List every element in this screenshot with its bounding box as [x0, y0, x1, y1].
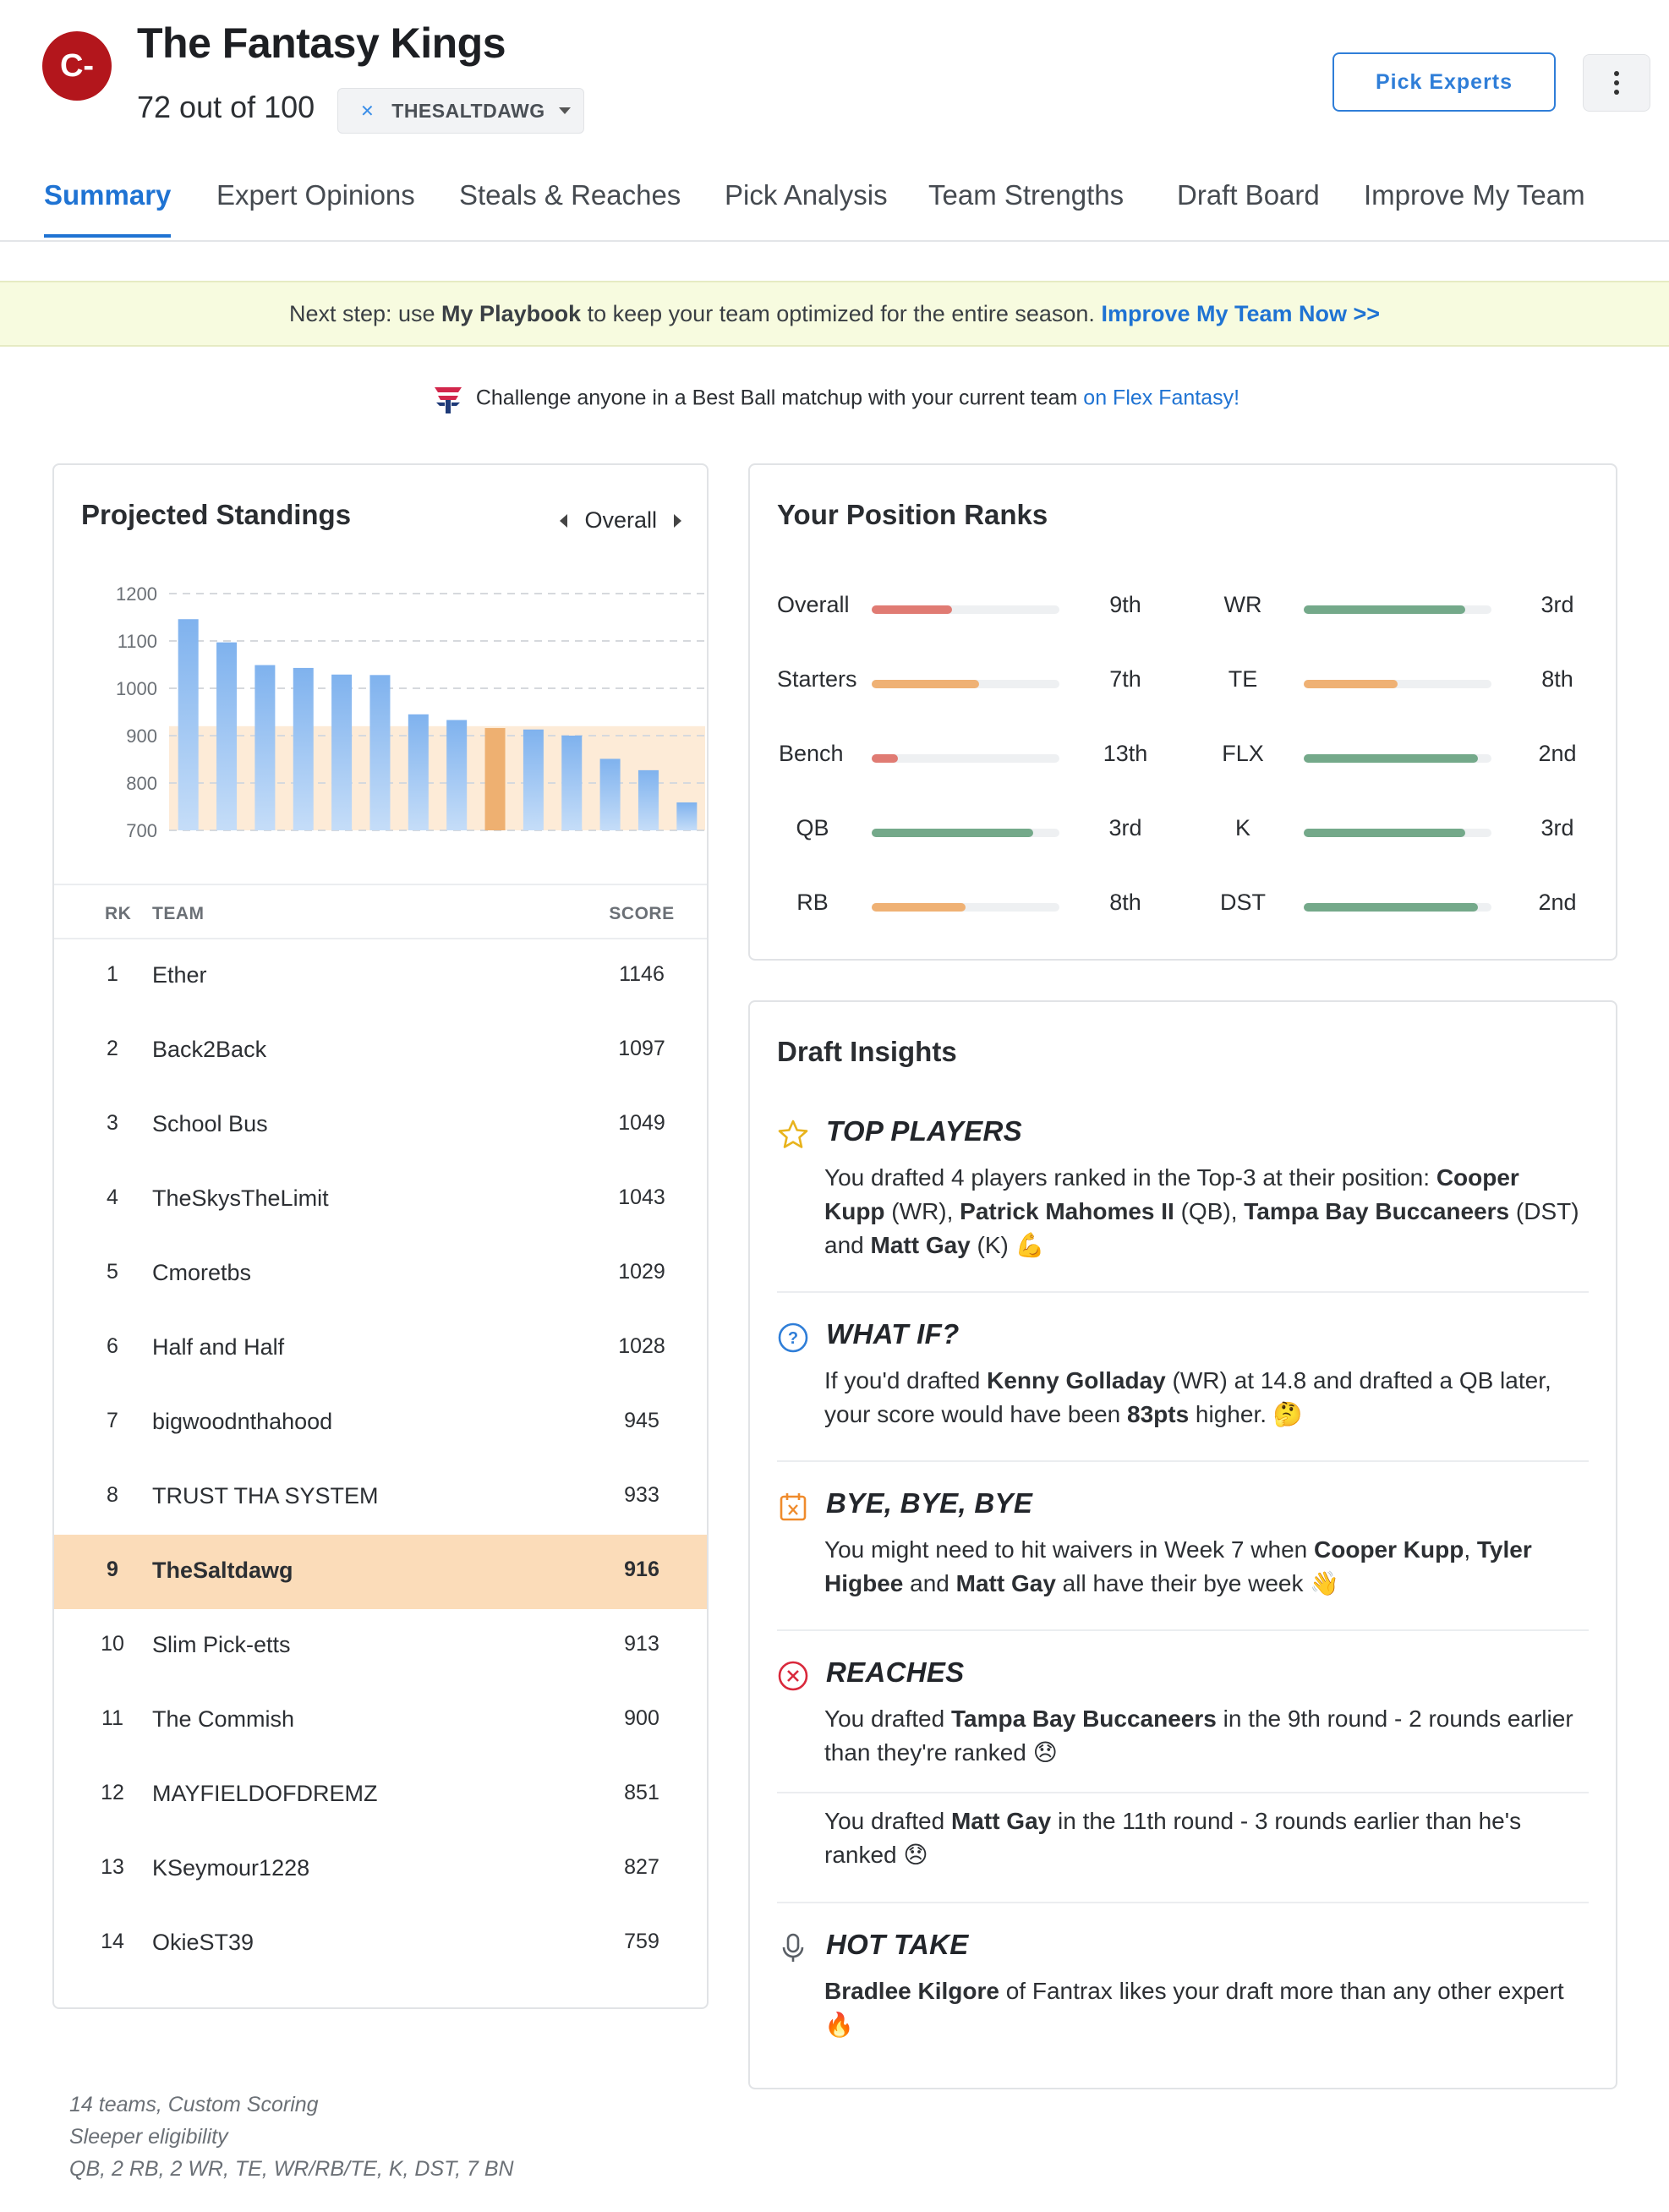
- position-rank-dst: [1209, 890, 1615, 923]
- col-rank: RK: [105, 904, 132, 923]
- y-tick-label: 900: [126, 725, 157, 747]
- col-score: SCORE: [609, 904, 675, 923]
- position-ranks-card: [748, 463, 1617, 961]
- table-row: 10 Slim Pick-etts 913: [101, 1632, 659, 1657]
- position-rank-value: 3rd: [1108, 815, 1142, 840]
- divider: [777, 1902, 1589, 1903]
- position-label: Starters: [777, 666, 857, 692]
- position-rank-value: 3rd: [1540, 592, 1574, 617]
- y-tick-label: 1100: [117, 631, 157, 652]
- position-rank-overall: [777, 592, 1183, 626]
- rank-bar-fill: [1304, 829, 1465, 837]
- chevron-down-icon: [559, 107, 571, 114]
- rank-bar-fill: [1304, 605, 1465, 614]
- x-circle-icon: [777, 1660, 809, 1692]
- position-label: RB: [796, 890, 829, 915]
- position-rank-flx: [1209, 741, 1615, 775]
- position-label: TE: [1228, 666, 1258, 692]
- bar: [293, 668, 314, 830]
- kebab-icon: [1614, 71, 1619, 76]
- standings-rows: [54, 939, 707, 1981]
- tab-steals-reaches[interactable]: Steals & Reaches: [459, 179, 681, 211]
- y-tick-label: 800: [126, 773, 157, 794]
- position-rank-value: 2nd: [1538, 890, 1577, 915]
- standings-title: Projected Standings: [81, 499, 352, 530]
- position-rank-value: 3rd: [1540, 815, 1574, 840]
- tab-bar: [0, 172, 1669, 242]
- rank-bar-track: [872, 829, 1059, 837]
- position-rank-value: 7th: [1109, 666, 1141, 692]
- tab-expert-opinions[interactable]: Expert Opinions: [216, 179, 415, 211]
- position-rank-te: [1209, 666, 1615, 700]
- position-rank-wr: [1209, 592, 1615, 626]
- rank-bar-fill: [872, 754, 898, 763]
- y-tick-label: 1000: [116, 678, 157, 699]
- draft-insights-title: Draft Insights: [777, 1036, 957, 1067]
- username: THESALTDAWG: [391, 99, 545, 122]
- position-label: Overall: [777, 592, 850, 617]
- bar: [216, 643, 237, 830]
- tab-improve-my-team[interactable]: Improve My Team: [1364, 179, 1585, 211]
- rank-bar-track: [1304, 754, 1491, 763]
- bar: [523, 730, 544, 830]
- bar: [561, 736, 582, 830]
- standings-view-selector: [560, 507, 681, 534]
- rank-bar-track: [872, 605, 1059, 614]
- divider: [777, 1792, 1589, 1793]
- highlight-band: [169, 726, 705, 830]
- improve-my-team-link[interactable]: Improve My Team Now >>: [1101, 301, 1381, 326]
- table-row: 2 Back2Back 1097: [107, 1037, 665, 1062]
- chevron-right-icon[interactable]: [674, 514, 681, 528]
- tab-draft-board[interactable]: Draft Board: [1177, 179, 1320, 211]
- table-row: 6 Half and Half 1028: [107, 1334, 665, 1360]
- table-row: 11 The Commish 900: [101, 1706, 659, 1732]
- rank-bar-fill: [872, 829, 1033, 837]
- position-rank-value: 13th: [1103, 741, 1148, 766]
- rank-bar-fill: [1304, 903, 1478, 912]
- star-icon: [777, 1119, 809, 1151]
- flex-fantasy-link[interactable]: on Flex Fantasy!: [1083, 386, 1240, 410]
- standings-view-label: Overall: [584, 507, 657, 533]
- my-playbook-label: My Playbook: [441, 301, 582, 326]
- table-row: 1 Ether 1146: [107, 962, 665, 988]
- table-row-my-team: 9 TheSaltdawg 916: [54, 1535, 707, 1609]
- tab-team-strengths[interactable]: Team Strengths: [928, 179, 1125, 211]
- tab-pick-analysis[interactable]: Pick Analysis: [725, 179, 888, 211]
- rank-bar-track: [872, 754, 1059, 763]
- question-circle-icon: [777, 1322, 809, 1354]
- bar: [408, 715, 429, 830]
- col-team: TEAM: [152, 904, 205, 923]
- position-rank-value: 8th: [1541, 666, 1573, 692]
- position-label: DST: [1220, 890, 1266, 915]
- position-label: QB: [796, 815, 829, 840]
- tab-summary[interactable]: Summary: [44, 179, 172, 211]
- table-row: 5 Cmoretbs 1029: [107, 1260, 665, 1285]
- bar: [331, 675, 352, 830]
- pick-experts-button[interactable]: Pick Experts: [1332, 52, 1556, 112]
- user-selector[interactable]: [337, 88, 584, 134]
- position-ranks-title: Your Position Ranks: [777, 499, 1048, 530]
- y-tick-label: 700: [126, 820, 157, 841]
- rank-bar-track: [872, 680, 1059, 688]
- bar: [600, 758, 621, 830]
- position-rank-value: 9th: [1109, 592, 1141, 617]
- calendar-x-icon: [777, 1491, 809, 1523]
- bar: [178, 619, 199, 830]
- team-score: 72 out of 100: [137, 90, 315, 124]
- position-label: FLX: [1222, 741, 1264, 766]
- more-options-button[interactable]: [1583, 54, 1650, 112]
- divider: [777, 1291, 1589, 1293]
- rank-bar-track: [1304, 829, 1491, 837]
- position-rank-value: 8th: [1109, 890, 1141, 915]
- table-row: 13 KSeymour1228 827: [101, 1855, 659, 1881]
- position-rank-k: [1209, 815, 1615, 849]
- position-rank-qb: [777, 815, 1183, 849]
- y-tick-label: 1200: [116, 583, 157, 605]
- microphone-icon: [777, 1932, 809, 1964]
- table-row: 14 OkieST39 759: [101, 1930, 659, 1955]
- table-row: 7 bigwoodnthahood 945: [107, 1409, 659, 1434]
- bar-my-team: [485, 728, 506, 830]
- bar: [676, 802, 697, 830]
- divider: [777, 1629, 1589, 1631]
- flex-fantasy-logo-icon: [430, 381, 467, 418]
- playbook-banner: Next step: use My Playbook to keep your team optimized for the entire season. Improve My Team Now >>: [0, 281, 1669, 347]
- league-settings-note: 14 teams, Custom Scoring Sleeper eligibility QB, 2 RB, 2 WR, TE, WR/RB/TE, K, DST, 7 BN: [69, 2093, 514, 2181]
- position-label: WR: [1223, 592, 1262, 617]
- table-row: 8 TRUST THA SYSTEM 933: [107, 1483, 659, 1508]
- chevron-left-icon[interactable]: [560, 514, 567, 528]
- rank-bar-fill: [872, 680, 979, 688]
- table-row: 3 School Bus 1049: [107, 1111, 665, 1136]
- rank-bar-track: [1304, 680, 1491, 688]
- position-label: K: [1234, 815, 1250, 840]
- bar: [638, 770, 659, 830]
- table-row: 4 TheSkysTheLimit 1043: [107, 1185, 665, 1211]
- position-rank-starters: [777, 666, 1183, 700]
- bar: [369, 675, 390, 830]
- divider: [777, 1460, 1589, 1462]
- rank-bar-track: [872, 903, 1059, 912]
- rank-bar-fill: [872, 605, 952, 614]
- rank-bar-fill: [1304, 680, 1398, 688]
- rank-bar-track: [1304, 605, 1491, 614]
- rank-bar-fill: [872, 903, 966, 912]
- projected-standings-card: [52, 463, 709, 2009]
- standings-bar-chart: [79, 575, 705, 862]
- team-name: The Fantasy Kings: [137, 19, 506, 67]
- grade-badge: C-: [42, 31, 112, 101]
- bar: [254, 665, 275, 830]
- position-label: Bench: [779, 741, 844, 766]
- close-icon[interactable]: ✕: [360, 101, 375, 121]
- table-row: 12 MAYFIELDOFDREMZ 851: [101, 1781, 659, 1806]
- rank-bar-fill: [1304, 754, 1478, 763]
- draft-insights-card: Draft Insights TOP PLAYERS You drafted 4 players ranked in the Top-3 at their position: Cooper Kupp (WR), Patrick Mahomes II (QB), Tampa Bay Buccaneers (DST) and Matt Gay (K) 💪 ? WHAT IF? If you'd drafted Kenny Golladay (WR) at 14.8 and drafted a QB later, your score would have been 83pts higher. 🤔 BYE, BYE, BYE You might need to hit waivers in Week 7 when Cooper Kupp, Tyler Higbee and Matt Gay all have their bye week 👋 REACHES You drafted Tampa Bay Buccaneers in the 9th round - 2 rounds earlier than they're ranked 😞 You drafted Matt Gay in the 11th round - 3 rounds earlier than he's ranked 😞 HOT TAKE Bradlee Kilgore of Fantrax likes your draft more than any other expert 🔥: [748, 1000, 1617, 2089]
- bar: [446, 720, 467, 830]
- position-rank-bench: [777, 741, 1183, 775]
- standings-table-header: [54, 884, 707, 939]
- svg-text:?: ?: [787, 1329, 799, 1348]
- position-rank-value: 2nd: [1538, 741, 1577, 766]
- position-rank-rb: [777, 890, 1183, 923]
- flex-fantasy-banner: Challenge anyone in a Best Ball matchup with your current team on Flex Fantasy!: [0, 381, 1669, 418]
- rank-bar-track: [1304, 903, 1491, 912]
